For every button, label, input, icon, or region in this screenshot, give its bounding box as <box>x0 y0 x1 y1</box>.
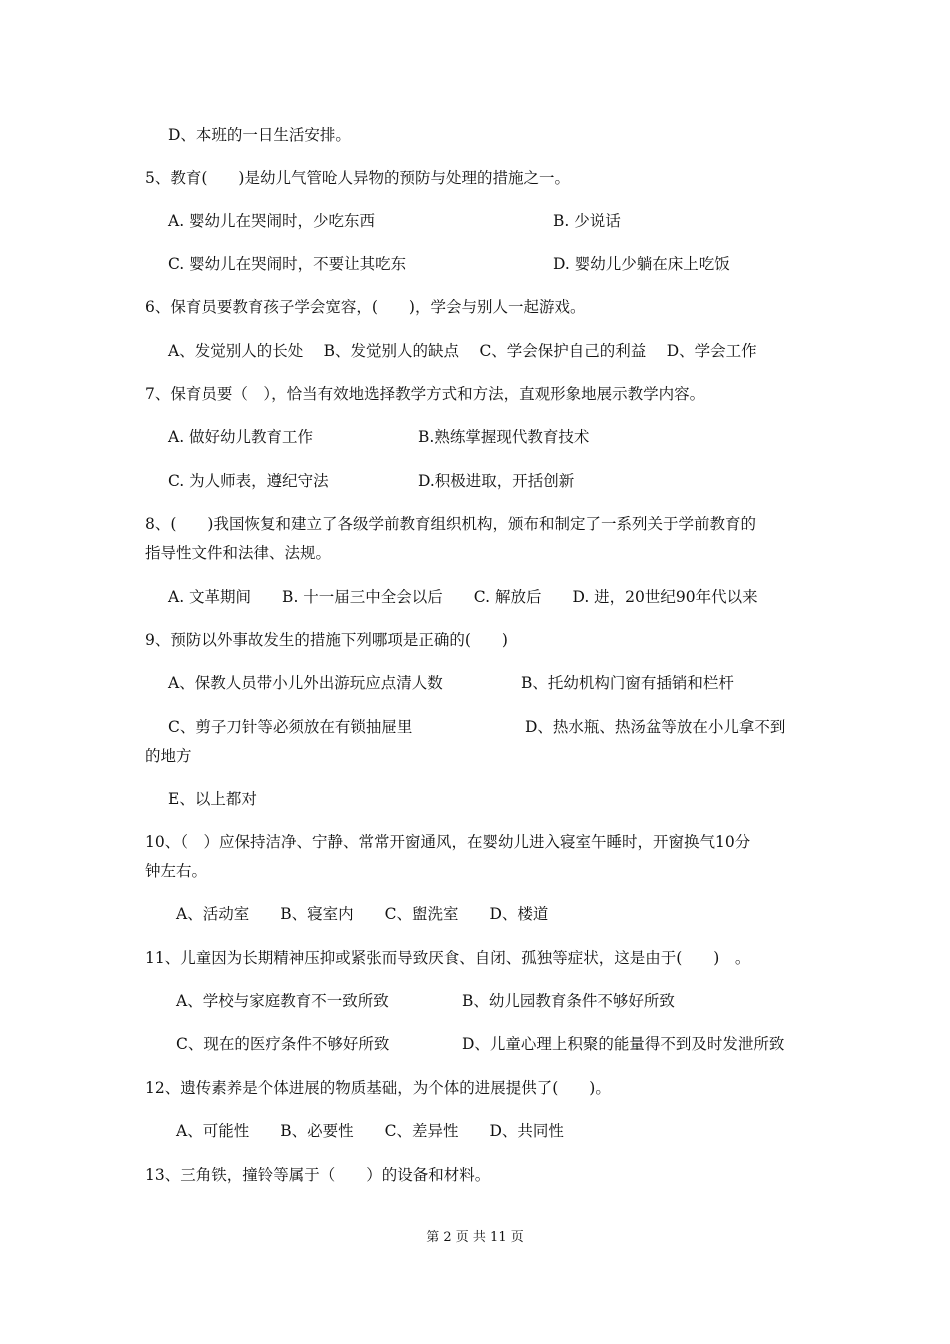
q13-stem: 13、三角铁，撞铃等属于（ ）的设备和材料。 <box>145 1166 491 1184</box>
q10-stem-line1: 10、（ ）应保持洁净、宁静、常常开窗通风，在婴幼儿进入寝室午睡时，开窗换气10分 <box>145 833 751 851</box>
q11-option-a: A、学校与家庭教育不一致所致 <box>176 992 389 1010</box>
q8-stem-line1: 8、( )我国恢复和建立了各级学前教育组织机构，颁布和制定了一系列关于学前教育的 <box>145 515 756 533</box>
q5-option-d: D. 婴幼儿少躺在床上吃饭 <box>553 255 730 273</box>
q9-option-a: A、保教人员带小儿外出游玩应点清人数 <box>168 674 443 692</box>
q8-options: A. 文革期间 B. 十一届三中全会以后 C. 解放后 D. 进，20世纪90年代以来 <box>168 588 758 606</box>
q7-option-a: A. 做好幼儿教育工作 <box>168 428 314 446</box>
q7-option-c: C. 为人师表，遵纪守法 <box>168 472 329 490</box>
q5-option-c: C. 婴幼儿在哭闹时，不要让其吃东 <box>168 255 407 273</box>
q11-stem: 11、儿童因为长期精神压抑或紧张而导致厌食、自闭、孤独等症状，这是由于( ) 。 <box>145 949 751 967</box>
q12-options: A、可能性 B、必要性 C、差异性 D、共同性 <box>176 1122 564 1140</box>
q11-option-c: C、现在的医疗条件不够好所致 <box>176 1035 390 1053</box>
q11-option-b: B、幼儿园教育条件不够好所致 <box>462 992 675 1010</box>
q9-option-b: B、托幼机构门窗有插销和栏杆 <box>521 674 734 692</box>
q7-option-d: D.积极进取，开括创新 <box>418 472 575 490</box>
q7-option-b: B.熟练掌握现代教育技术 <box>418 428 590 446</box>
q12-stem: 12、遗传素养是个体进展的物质基础，为个体的进展提供了( )。 <box>145 1079 611 1097</box>
q5-option-b: B. 少说话 <box>553 212 621 230</box>
q9-option-d: D、热水瓶、热汤盆等放在小儿拿不到 <box>525 718 786 736</box>
q10-options: A、活动室 B、寝室内 C、盥洗室 D、楼道 <box>176 905 549 923</box>
q11-option-d: D、儿童心理上积聚的能量得不到及时发泄所致 <box>462 1035 785 1053</box>
q6-stem: 6、保育员要教育孩子学会宽容，( )，学会与别人一起游戏。 <box>145 298 586 316</box>
q5-option-a: A. 婴幼儿在哭闹时，少吃东西 <box>168 212 376 230</box>
q9-option-d-continued: 的地方 <box>145 747 192 765</box>
q9-option-e: E、以上都对 <box>168 790 257 808</box>
q10-stem-line2: 钟左右。 <box>145 862 208 880</box>
q5-stem: 5、教育( )是幼儿气管呛人异物的预防与处理的措施之一。 <box>145 169 570 187</box>
q7-stem: 7、保育员要（ ），恰当有效地选择教学方式和方法，直观形象地展示教学内容。 <box>145 385 706 403</box>
q4-option-d: D、本班的一日生活安排。 <box>168 126 351 144</box>
q6-options: A、发觉别人的长处 B、发觉别人的缺点 C、学会保护自己的利益 D、学会工作 <box>168 342 757 360</box>
q8-stem-line2: 指导性文件和法律、法规。 <box>145 544 332 562</box>
page-footer: 第 2 页 共 11 页 <box>426 1230 524 1245</box>
q9-option-c: C、剪子刀针等必须放在有锁抽屉里 <box>168 718 413 736</box>
q9-stem: 9、预防以外事故发生的措施下列哪项是正确的( ) <box>145 631 508 649</box>
